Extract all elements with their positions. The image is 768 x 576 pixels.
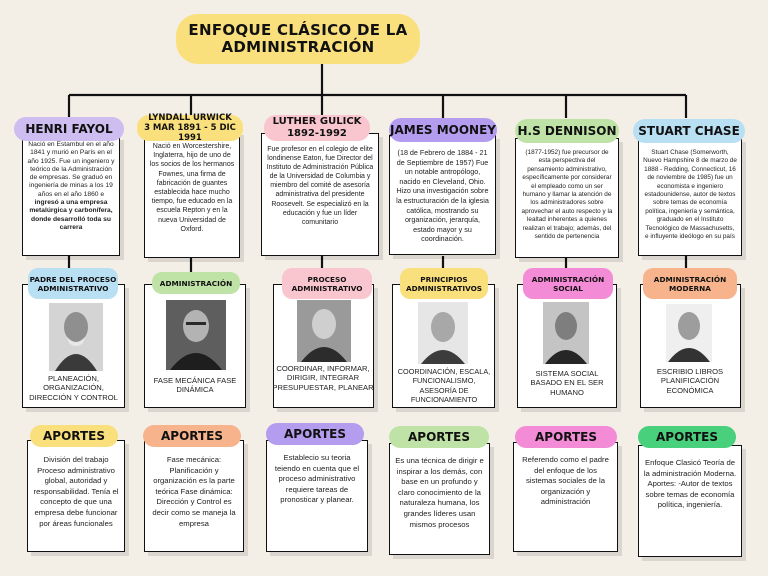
bio-box-chase: [638, 138, 742, 256]
bio-text-fayol: Nació en Estambul en el año 1841 y murió en París en el año 1925. Fue un ingeniero y teórico de la Administración de empresas. Se graduó en ingeniería de minas a los 19 años en el año 1860 e ingresó a una empresa metalúrgica y carbonífera, donde desarrolló toda su carrera: [27, 141, 115, 231]
category-pill-fayol: PADRE DEL PROCESO ADMINISTRATIVO: [28, 268, 118, 299]
portrait-photo-fayol: [49, 303, 103, 371]
caption-chase: ESCRIBIO LIBROS PLANIFICACIÓN ECONÓMICA: [656, 367, 724, 395]
category-pill-gulick: PROCESO ADMINISTRATIVO: [282, 268, 372, 299]
aportes-box-mooney: [389, 443, 490, 555]
bio-text-mooney: (18 de Febrero de 1884 - 21 de Septiembre de 1957) Fue un notable antropólogo, nacido en Cleveland, Ohio. Hizo una investigación sobre la estructuración de la iglesia católica, mostrando su organización, jerarquía, estado mayor y su coordinación.: [396, 148, 489, 244]
bio-box-gulick: [261, 133, 379, 256]
category-pill-mooney: PRINCIPIOS ADMINISTRATIVOS: [400, 268, 488, 299]
portrait-photo-chase: [666, 304, 712, 362]
name-pill-fayol: HENRI FAYOL: [14, 117, 124, 141]
bio-box-fayol: [22, 136, 120, 256]
aportes-pill-dennison: APORTES: [515, 426, 617, 448]
bio-text-dennison: (1877-1952) fue precursor de esta perspectiva del pensamiento administrativo, específicamente por considerar el empleado como un ser humano y llamar la atención de los administradores sobre aprovechar el auto respecto y la lealtad inherentes a quienes realizan el trabajo; además, del sentido de pertenencia: [521, 149, 613, 241]
aportes-box-chase: [638, 445, 742, 557]
aportes-text-urwick: Fase mecánica: Planificación y organización es la parte teórica Fase dinámica: Dirección y Control es decir como se maneja la empresa: [152, 455, 236, 528]
aportes-pill-mooney: APORTES: [389, 426, 489, 448]
aportes-box-fayol: [27, 440, 125, 552]
portrait-photo-gulick: [297, 300, 351, 362]
bio-text-gulick: Fue profesor en el colegio de elite londinense Eaton, fue Director del Instituto de Administración Pública de la Universidad de Columbia y miembro del comité de asesoría administrativa del presidente Roosevelt. Se especializó en la educación y fue un líder comunitario: [266, 146, 374, 226]
name-pill-chase: STUART CHASE: [633, 119, 745, 143]
category-pill-dennison: ADMINISTRACIÓN SOCIAL: [523, 268, 613, 299]
bio-box-dennison: [515, 138, 619, 258]
aportes-pill-urwick: APORTES: [143, 425, 241, 447]
aportes-box-urwick: [144, 440, 244, 552]
aportes-box-dennison: [513, 442, 618, 552]
category-pill-urwick: ADMINISTRACIÓN: [152, 272, 240, 294]
caption-urwick: FASE MECÁNICA FASE DINÁMICA: [153, 376, 237, 395]
aportes-pill-gulick: APORTES: [266, 423, 364, 445]
caption-dennison: SISTEMA SOCIAL BASADO EN EL SER HUMANO: [530, 369, 604, 397]
bio-text-urwick: Nació en Worcestershire, Inglaterra, hijo de uno de los socios de los hermanos Fownes, una firma de fabricación de guantes establecida hace mucho tiempo, fue educado en la escuela Repton y en la nueva Universidad de Oxford.: [149, 143, 235, 233]
aportes-box-gulick: [266, 440, 368, 552]
portrait-photo-urwick: [166, 300, 226, 370]
aportes-pill-chase: APORTES: [638, 426, 736, 448]
bio-box-urwick: [144, 131, 240, 258]
name-pill-dennison: H.S DENNISON: [515, 119, 619, 143]
name-pill-urwick: LYNDALL URWICK 3 MAR 1891 - 5 DIC 1991: [137, 115, 243, 141]
aportes-text-gulick: Establecio su teoria teiendo en cuenta que el proceso administrativo requiere tareas de pronosticar y planear.: [274, 453, 360, 505]
bio-text-chase: Stuart Chase (Somerworth, Nuevo Hampshire 8 de marzo de 1888 - Redding, Connecticut, 16 de noviembre de 1985) fue un economista e ingeniero estadounidense, autor de textos sobre temas de economía política, ingeniería y semántica, graduado en el Instituto Tecnológico de Massachusetts, e influyente ideólogo en su país: [643, 149, 737, 241]
portrait-photo-dennison: [543, 302, 589, 364]
name-pill-mooney: JAMES MOONEY: [389, 118, 497, 142]
caption-fayol: PLANEACIÓN, ORGANIZACIÓN, DIRECCIÓN Y CONTROL: [29, 374, 118, 402]
category-pill-chase: ADMINISTRACIÓN MODERNA: [643, 268, 737, 299]
map-title: ENFOQUE CLÁSICO DE LA ADMINISTRACIÓN: [176, 14, 420, 64]
aportes-text-chase: Enfoque Clasicó Teoría de la administración Moderna. Aportes: -Autor de textos sobre temas de economía política, ingeniería.: [643, 458, 737, 510]
aportes-text-mooney: Es una técnica de dirigir e inspirar a los demás, con base en un profundo y claro conocimiento de la naturaleza humana, los grandes líderes usan mismos procesos: [395, 456, 484, 529]
aportes-text-dennison: Referendo como el padre del enfoque de los sistemas sociales de la organización y administración: [522, 455, 609, 507]
caption-gulick: COORDINAR, INFORMAR, DIRIGIR, INTEGRAR PRESUPUESTAR, PLANEAR: [272, 364, 374, 392]
aportes-pill-fayol: APORTES: [30, 425, 118, 447]
portrait-photo-mooney: [418, 302, 468, 364]
bio-box-mooney: [389, 135, 496, 255]
name-pill-gulick: LUTHER GULICK 1892-1992: [264, 115, 370, 141]
aportes-text-fayol: División del trabajo Proceso administrativo global, autoridad y responsabilidad. Tenía el concepto de que una empresa debe funcionar por áreas funcionales: [33, 455, 119, 528]
caption-mooney: COORDINACIÓN, ESCALA, FUNCIONALISMO, ASESORÍA DE FUNCIONAMIENTO: [397, 367, 491, 405]
